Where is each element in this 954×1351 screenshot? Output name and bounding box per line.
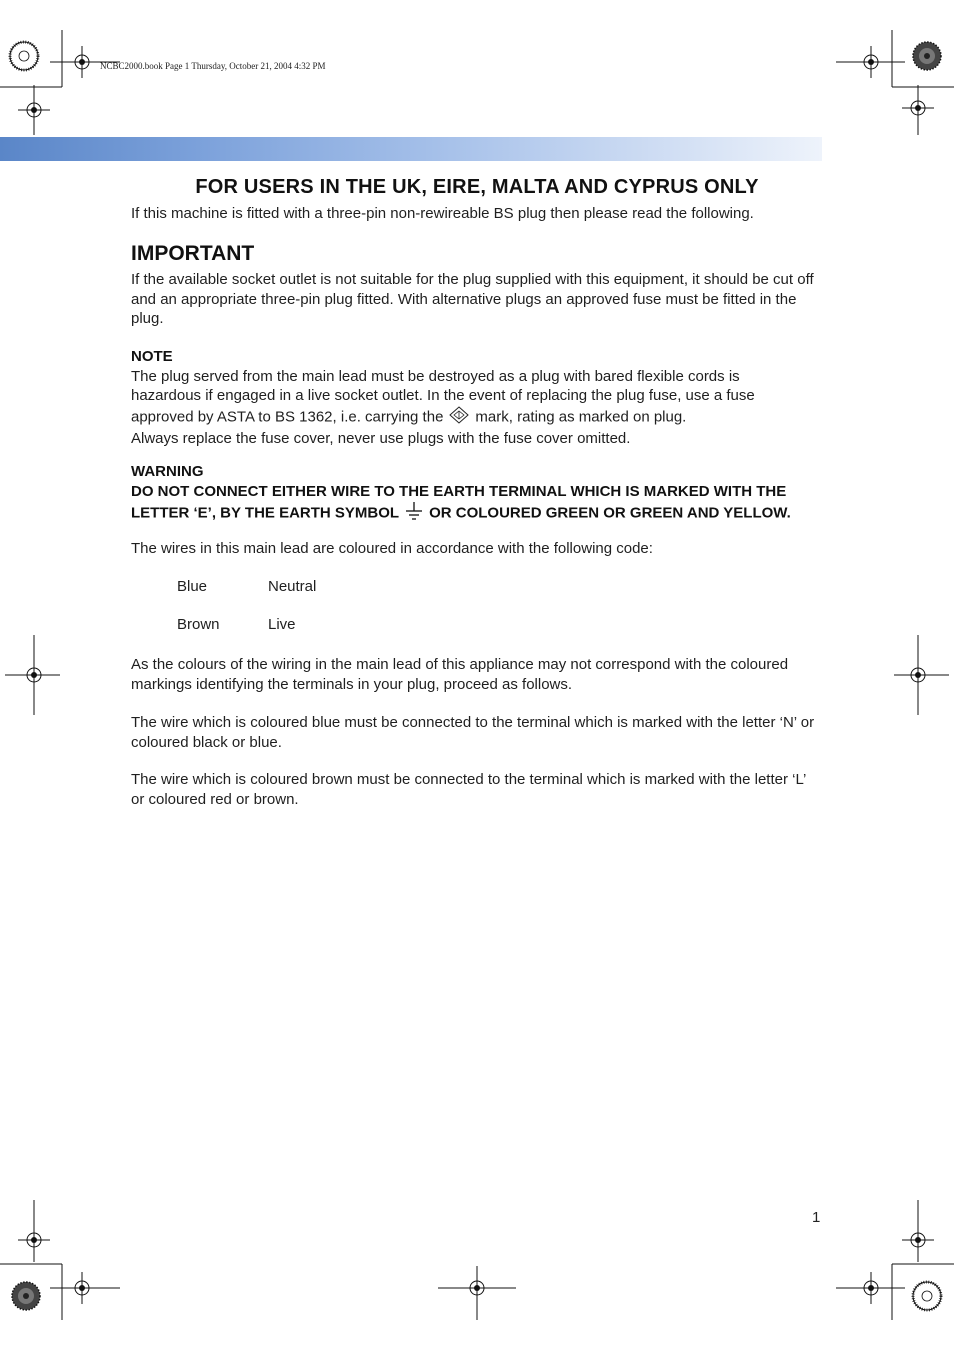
note-line: hazardous if engaged in a live socket outlet. In the event of replacing the plug fuse, use a fuse [131,387,755,404]
note-line: Always replace the fuse cover, never use plugs with the fuse cover omitted. [131,430,631,447]
warning-section [131,462,823,527]
wires-intro-paragraph: The wires in this main lead are coloured in accordance with the following code: [131,540,653,557]
colours-paragraph: As the colours of the wiring in the main lead of this appliance may not correspond with the coloured markings identifying the terminals in your plug, proceed as follows. [131,656,789,693]
wire-colour: Blue [177,578,208,595]
page-title: FOR USERS IN THE UK, EIRE, MALTA AND CYPRUS ONLY [195,176,759,198]
asta-mark-icon [449,406,469,430]
note-line-text: approved by ASTA to BS 1362, i.e. carrying the [131,408,444,426]
note-line-text: mark, rating as marked on plug. [475,408,687,426]
blue-wire-paragraph: The wire which is coloured blue must be connected to the terminal which is marked with the letter ‘N’ or coloured black or blue. [131,714,815,751]
wire-meaning: Live [268,616,296,633]
warning-line-text: LETTER ‘E’, BY THE EARTH SYMBOL [131,504,400,522]
wire-colour: Brown [177,616,220,633]
note-line: The plug served from the main lead must be destroyed as a plug with bared flexible cords is [131,367,740,385]
warning-line-with-earth-symbol [131,501,823,527]
intro-paragraph: If this machine is fitted with a three-pin non-rewireable BS plug then please read the following. [131,205,754,222]
important-paragraph: If the available socket outlet is not suitable for the plug supplied with this equipment, it should be cut off and an appropriate three-pin plug fitted. With alternative plugs an approved fuse must be fitted in the plug. [131,271,814,327]
wire-meaning: Neutral [268,578,317,595]
important-heading: IMPORTANT [131,242,255,265]
note-heading: NOTE [131,348,173,365]
note-section [131,347,823,449]
warning-line-text: OR COLOURED GREEN OR GREEN AND YELLOW. [429,504,791,522]
warning-line: DO NOT CONNECT EITHER WIRE TO THE EARTH TERMINAL WHICH IS MARKED WITH THE [131,482,787,500]
earth-symbol-icon [405,501,423,527]
warning-heading: WARNING [131,463,204,480]
note-line-with-asta-mark [131,406,823,430]
book-header-line: NCBC2000.book Page 1 Thursday, October 21, 2004 4:32 PM [100,61,326,71]
brown-wire-paragraph: The wire which is coloured brown must be connected to the terminal which is marked with the letter ‘L’ or coloured red or brown. [131,771,806,808]
header-banner [0,137,822,161]
page-number: 1 [812,1209,821,1226]
